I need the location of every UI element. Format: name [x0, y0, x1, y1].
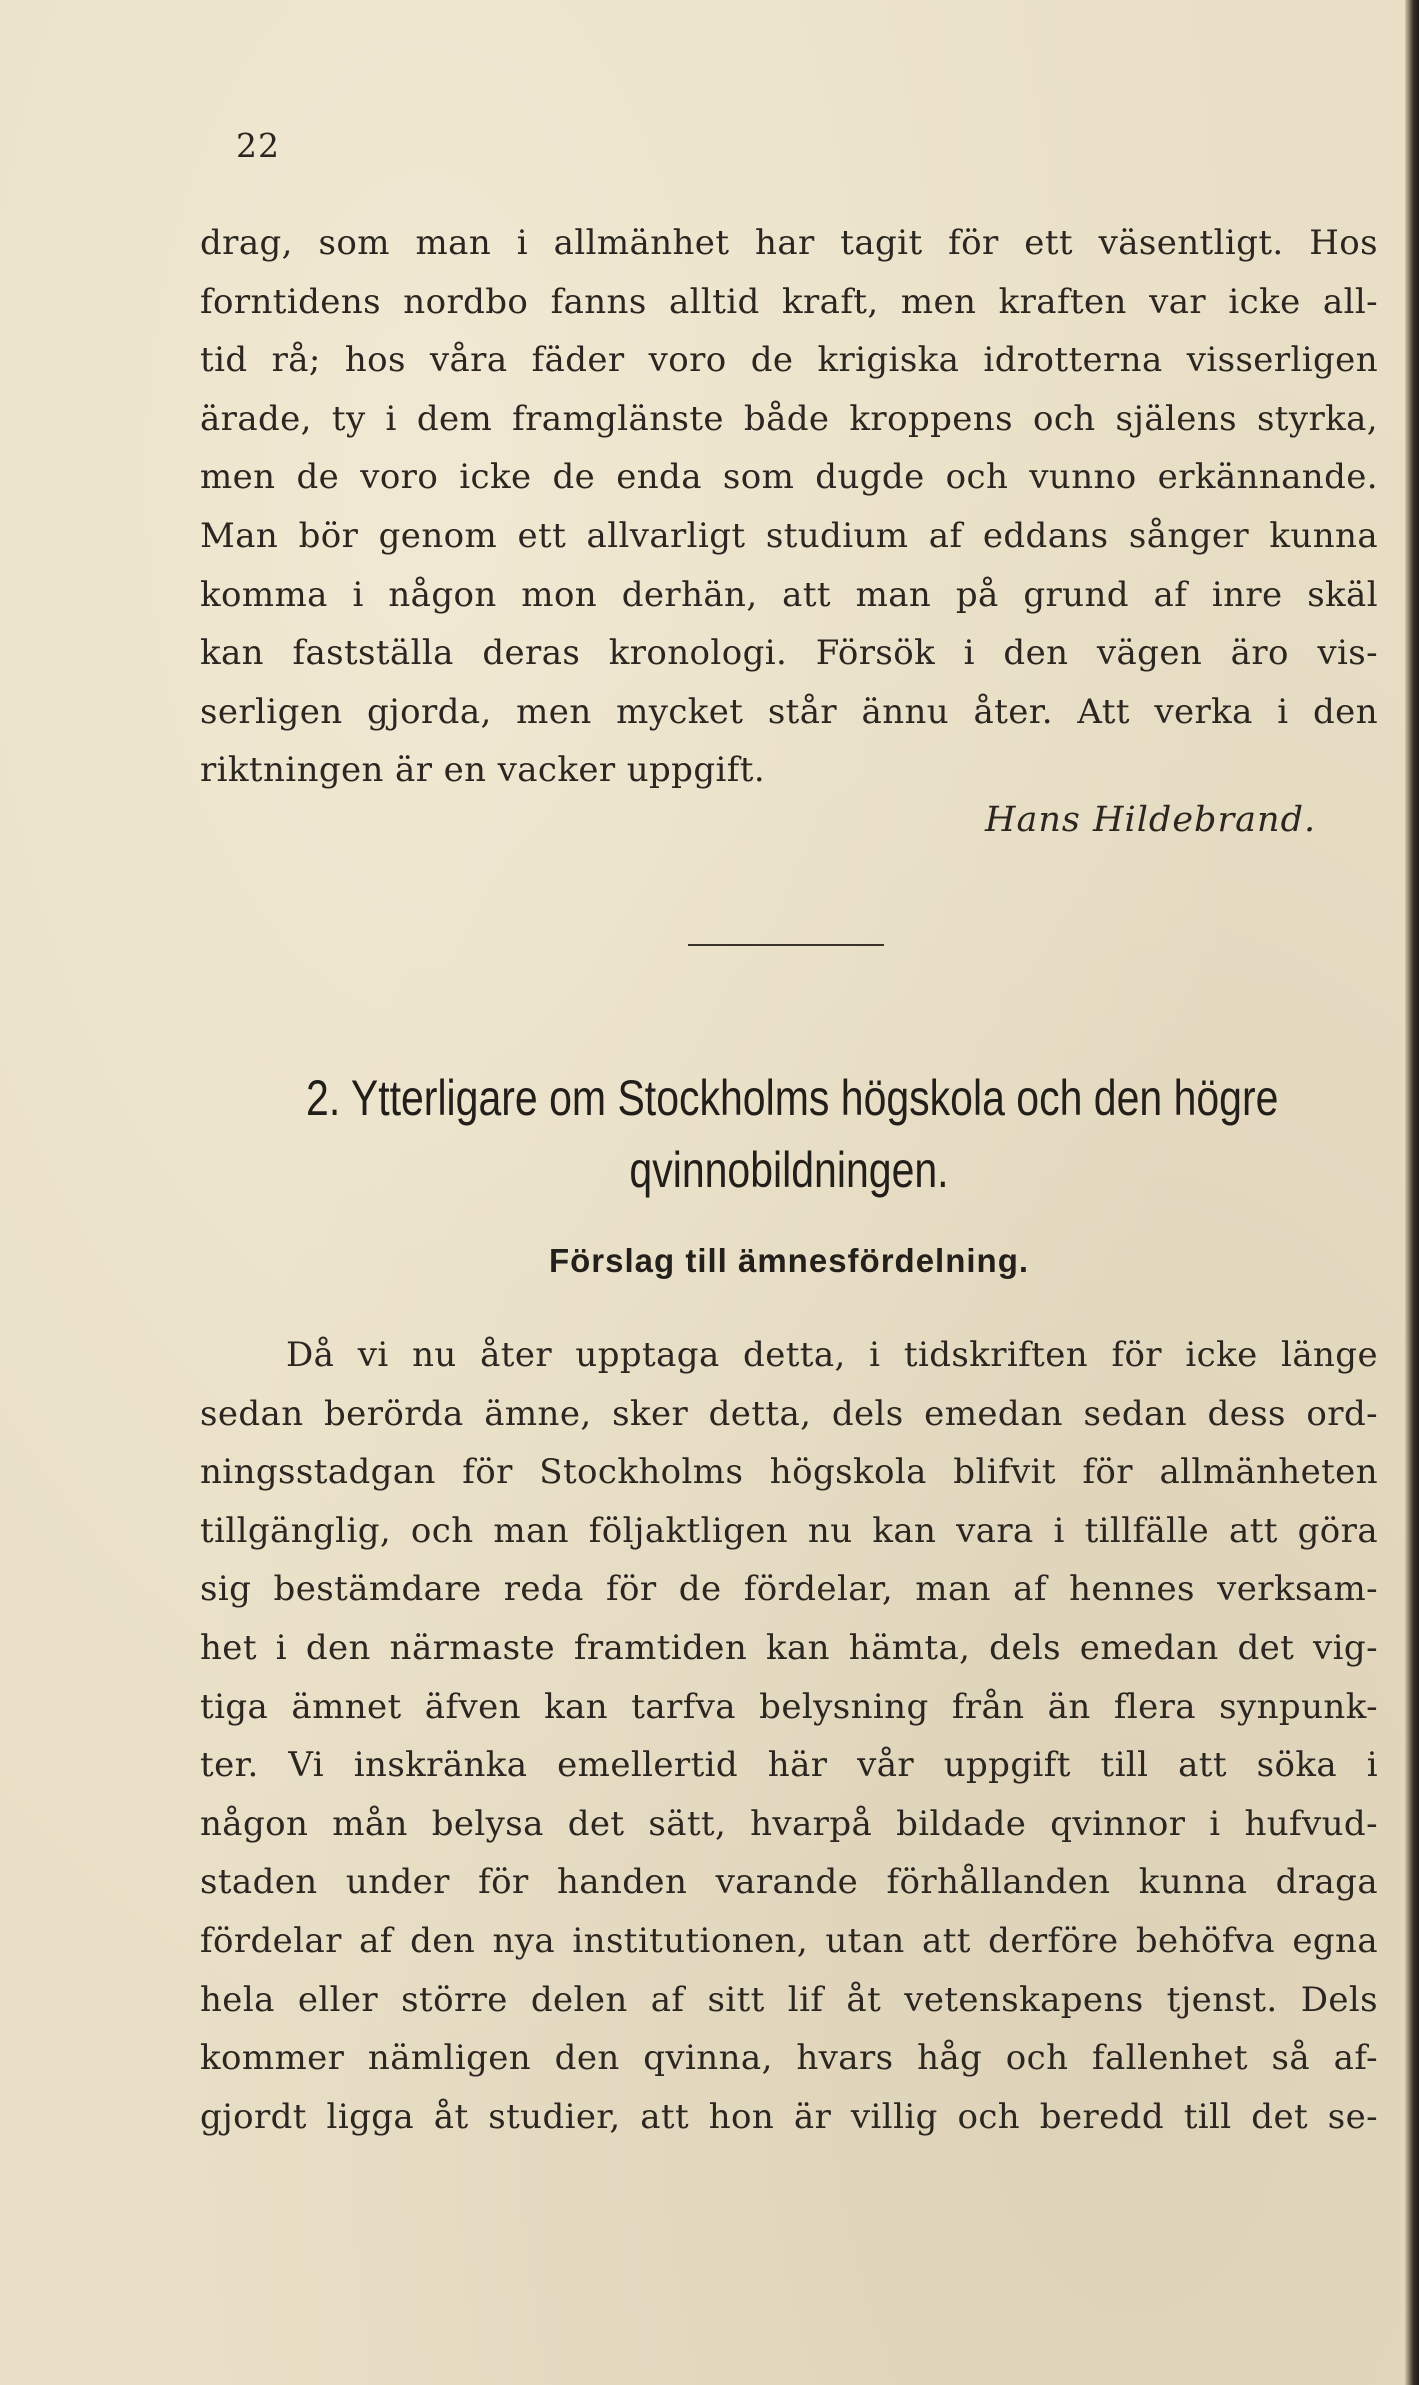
- section-heading-line: 2. Ytterligare om Stockholms högskola och den högre: [306, 1070, 1279, 1126]
- text-line: sedan berörda ämne, sker detta, dels emedan sedan dess ord-: [200, 1393, 1378, 1434]
- text-line: Då vi nu åter upptaga detta, i tidskriften för icke länge: [286, 1335, 1378, 1375]
- paragraph-main: [200, 1326, 1378, 2146]
- text-line: serligen gjorda, men mycket står ännu åter. Att verka i den: [200, 691, 1378, 732]
- text-line: kommer nämligen den qvinna, hvars håg och fallenhet så af-: [200, 2038, 1378, 2079]
- text-line: tid rå; hos våra fäder voro de krigiska idrotterna visserligen: [200, 340, 1378, 381]
- text-line: ningsstadgan för Stockholms högskola blifvit för allmänheten: [200, 1452, 1378, 1493]
- text-line: men de voro icke de enda som dugde och vunno erkännande.: [200, 457, 1378, 498]
- paragraph-continued: [200, 214, 1378, 800]
- subheading: Förslag till ämnesfördelning.: [548, 1242, 1030, 1279]
- text-line: het i den närmaste framtiden kan hämta, dels emedan det vig-: [200, 1627, 1378, 1668]
- text-line: staden under för handen varande förhållanden kunna draga: [200, 1862, 1378, 1903]
- text-line: komma i någon mon derhän, att man på grund af inre skäl: [200, 574, 1378, 615]
- text-line: forntidens nordbo fanns alltid kraft, men kraften var icke all-: [200, 281, 1378, 322]
- page-binding-edge: [1405, 0, 1419, 2385]
- text-line: kan fastställa deras kronologi. Försök i den vägen äro vis-: [200, 633, 1378, 674]
- text-line: någon mån belysa det sätt, hvarpå bildade qvinnor i hufvud-: [200, 1803, 1378, 1844]
- section-divider: [688, 944, 884, 946]
- text-line: fördelar af den nya institutionen, utan att derföre behöfva egna: [200, 1920, 1378, 1961]
- text-line: drag, som man i allmänhet har tagit för ett väsentligt. Hos: [200, 223, 1378, 263]
- page-number: 22: [236, 126, 280, 165]
- text-line: hela eller större delen af sitt lif åt vetenskapens tjenst. Dels: [200, 1979, 1378, 2020]
- author-signature: Hans Hildebrand.: [985, 800, 1317, 840]
- text-line: tillgänglig, och man följaktligen nu kan vara i tillfälle att göra: [200, 1510, 1378, 1551]
- text-line: gjordt ligga åt studier, att hon är villig och beredd till det se-: [200, 2096, 1378, 2137]
- section-heading: [306, 1062, 1279, 1206]
- text-line: ärade, ty i dem framglänste både kroppens och själens styrka,: [200, 398, 1378, 439]
- text-line: Man bör genom ett allvarligt studium af eddans sånger kunna: [200, 515, 1378, 556]
- text-line: sig bestämdare reda för de fördelar, man af hennes verksam-: [200, 1569, 1378, 1610]
- section-heading-line: qvinnobildningen.: [629, 1142, 949, 1198]
- text-line: tiga ämnet äfven kan tarfva belysning från än flera synpunk-: [200, 1686, 1378, 1727]
- text-line: riktningen är en vacker uppgift.: [200, 750, 766, 791]
- text-line: ter. Vi inskränka emellertid här vår uppgift till att söka i: [200, 1745, 1378, 1786]
